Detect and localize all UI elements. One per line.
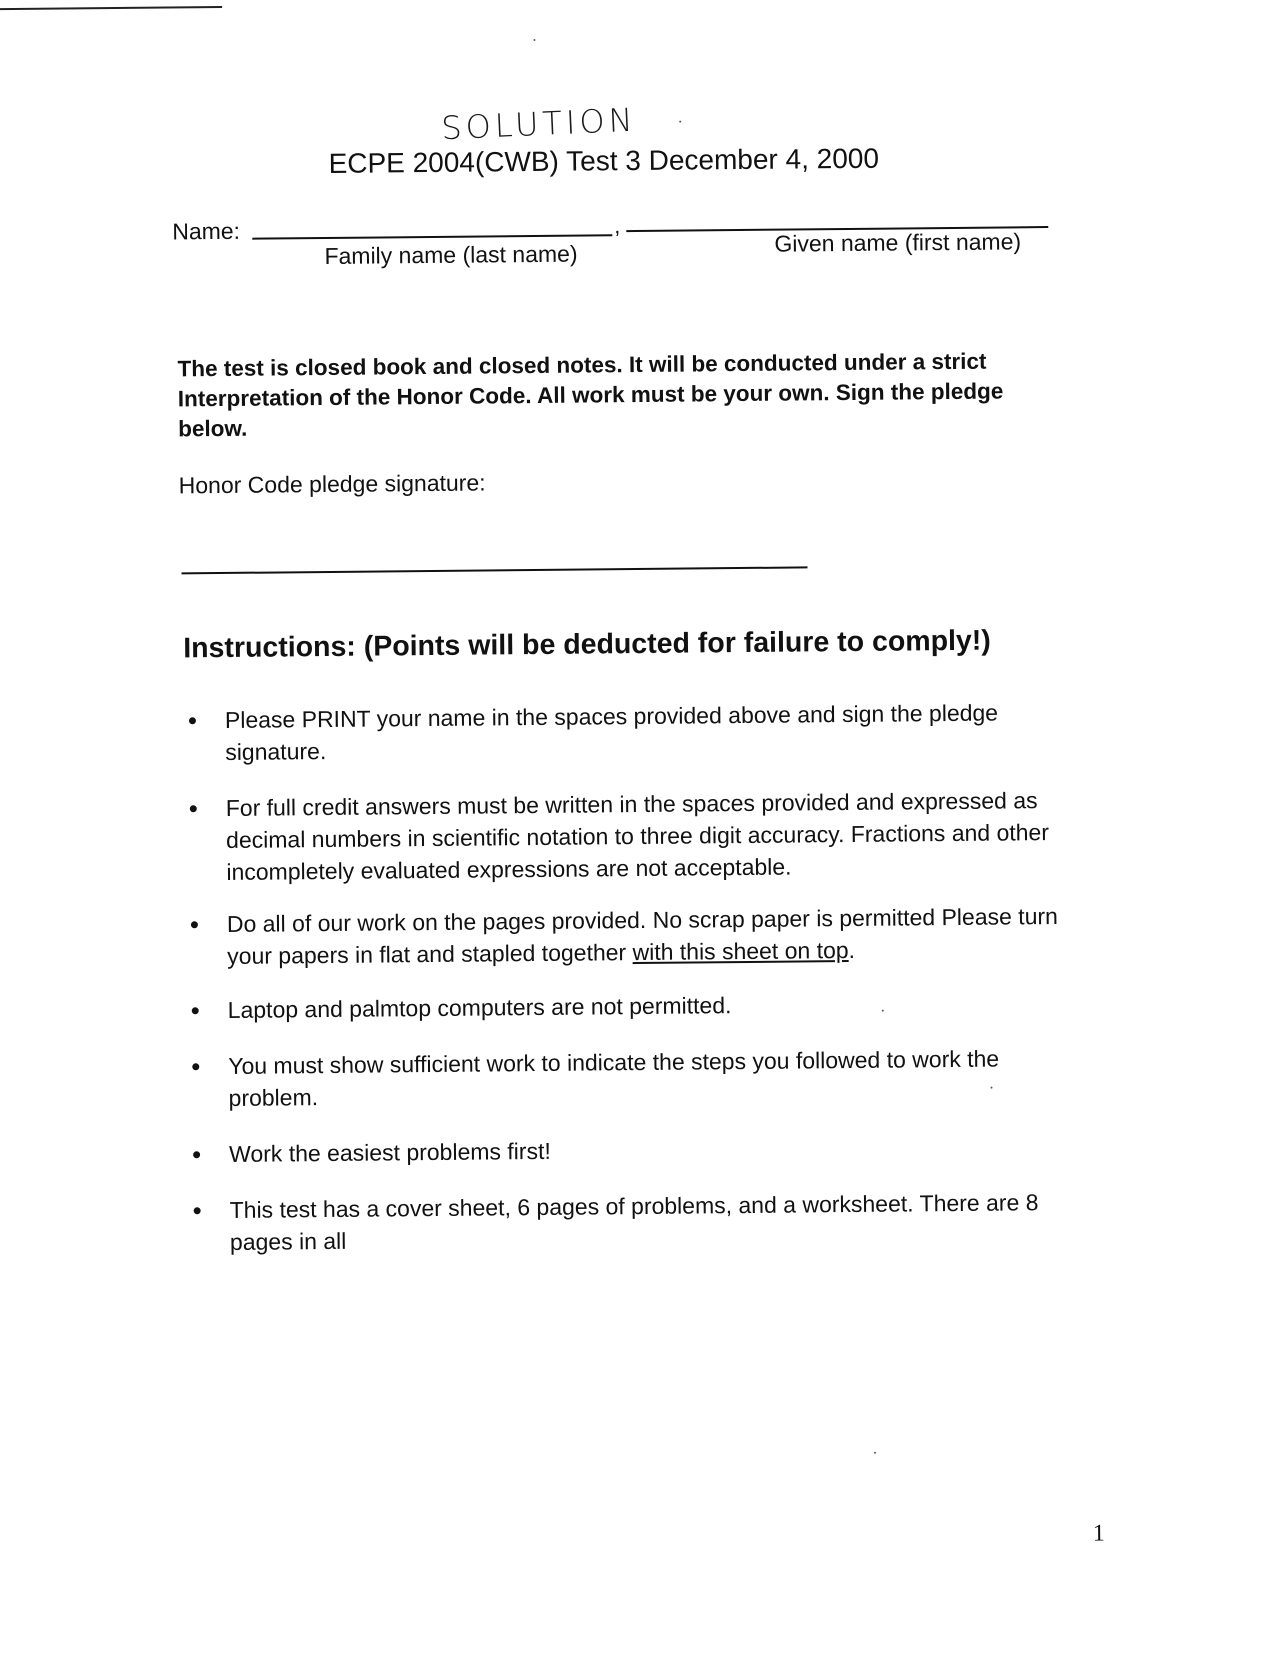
scan-artifact-line <box>0 6 222 10</box>
page-title: ECPE 2004(CWB) Test 3 December 4, 2000 <box>328 142 880 179</box>
given-name-caption: Given name (first name) <box>774 228 1022 257</box>
instruction-text: For full credit answers must be written in the spaces provided and expressed as decimal numbers in scientific notation to three digit accuracy. Fractions and other incompletely evaluated expressions are not acceptable. <box>225 787 1050 885</box>
bullet-icon <box>193 1151 200 1158</box>
bullet-icon <box>190 805 197 812</box>
bullet-icon <box>189 717 196 724</box>
scan-speck <box>679 121 681 123</box>
bullet-icon <box>191 921 198 928</box>
instruction-text <box>227 900 1088 972</box>
instruction-text: You must show sufficient work to indicate the steps you followed to work the problem. <box>228 1045 1000 1111</box>
pledge-signature-line[interactable] <box>182 566 808 574</box>
instruction-text: Please PRINT your name in the spaces provided above and sign the pledge signature. <box>224 699 999 765</box>
scan-speck <box>874 1452 876 1454</box>
instruction-text: Laptop and palmtop computers are not permitted. <box>227 992 732 1023</box>
solution-handwritten-mark: SOLUTION <box>440 100 638 148</box>
instruction-item <box>187 900 1087 969</box>
instruction-item <box>188 986 1088 1023</box>
bullet-icon <box>192 1063 199 1070</box>
instruction-text-main: Do all of our work on the pages provided. No scrap paper is permitted Please turn your papers in flat and stapled together <box>226 902 1058 969</box>
scan-speck <box>533 39 535 41</box>
instruction-text-tail: . <box>848 936 856 964</box>
instruction-item <box>189 1130 1089 1167</box>
name-separator: , <box>614 213 621 239</box>
page-number: 1 <box>1092 1520 1105 1547</box>
instructions-heading: Instructions: (Points will be deducted for failure to comply!) <box>183 624 991 665</box>
instruction-item <box>188 1042 1088 1111</box>
instruction-item <box>185 696 1085 765</box>
instruction-underlined-text: with this sheet on top <box>632 937 849 966</box>
bullet-icon <box>194 1207 201 1214</box>
instruction-text: This test has a cover sheet, 6 pages of problems, and a worksheet. There are 8 pages in all <box>229 1189 1039 1255</box>
name-label: Name: <box>172 217 241 245</box>
instruction-item <box>189 1186 1089 1255</box>
family-name-field-line[interactable] <box>252 234 612 239</box>
instruction-item <box>186 784 1086 885</box>
bullet-icon <box>192 1007 199 1014</box>
family-name-caption: Family name (last name) <box>324 240 578 270</box>
pledge-signature-label: Honor Code pledge signature: <box>178 469 486 499</box>
instruction-text: Work the easiest problems first! <box>228 1137 551 1167</box>
honor-code-rules: The test is closed book and closed notes. It will be conducted under a strict Interpretation of the Honor Code. All work must be your own. Sign the pledge below. <box>177 348 1004 442</box>
